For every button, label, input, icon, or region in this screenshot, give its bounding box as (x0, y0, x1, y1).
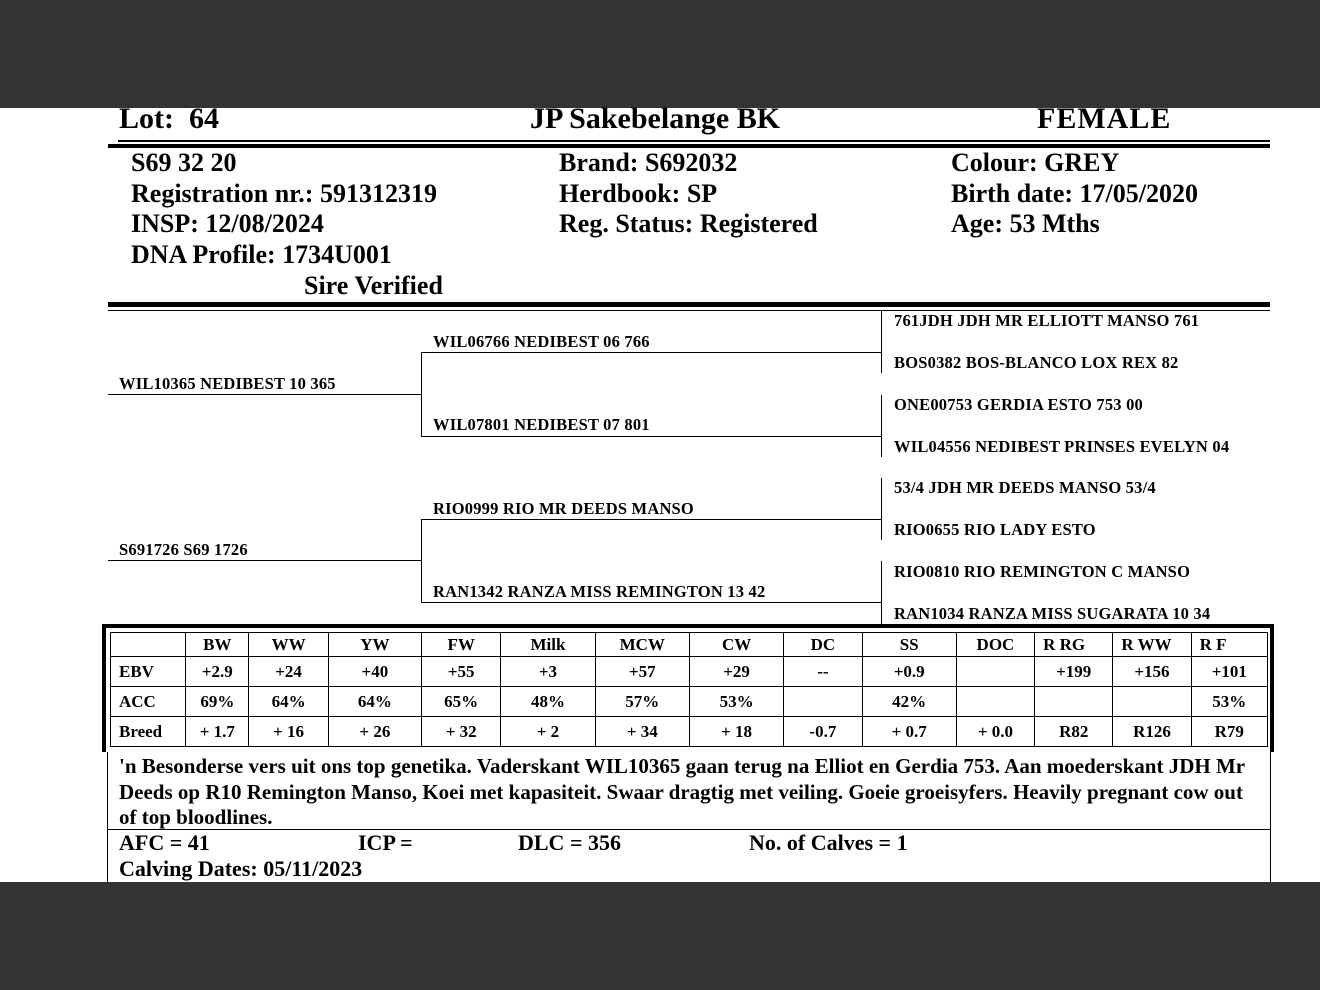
ebv-header-cell: SS (862, 633, 956, 657)
ggp-8: RAN1034 RANZA MISS SUGARATA 10 34 (894, 604, 1211, 623)
number-of-calves: No. of Calves = 1 (749, 830, 908, 855)
comment-text: 'n Besonderse vers uit ons top genetika. Vaderskant WIL10365 gaan terug na Elliot en Gerdia 753. Aan moederskant JDH Mr Deeds op R10 Remington Manso, Koei met kapasiteit. Swaar dragtig met veiling. Goeie groeisyfers. Heavily pregnant cow out of top bloodlines. (119, 754, 1245, 829)
ebv-cell: + 18 (689, 717, 783, 747)
ggp-bracket-2 (881, 395, 882, 457)
dam: S691726 S69 1726 (119, 540, 248, 559)
lot-label (119, 102, 219, 136)
icp: ICP = (358, 830, 413, 855)
ebv-header-cell: CW (689, 633, 783, 657)
info-rule-thick (108, 302, 1270, 307)
ebv-header-cell: YW (328, 633, 421, 657)
dna-profile: DNA Profile: 1734U001 (131, 240, 392, 269)
sire: WIL10365 NEDIBEST 10 365 (119, 374, 336, 393)
dlc: DLC = 356 (518, 830, 621, 855)
afc: AFC = 41 (119, 830, 210, 855)
birth-date: Birth date: 17/05/2020 (951, 179, 1198, 208)
ggp-bracket-3 (881, 478, 882, 540)
ebv-cell: 48% (501, 687, 595, 717)
ebv-header-cell: FW (422, 633, 501, 657)
ebv-cell: + 32 (422, 717, 501, 747)
ebv-cell: + 34 (595, 717, 689, 747)
ggp-6: RIO0655 RIO LADY ESTO (894, 520, 1096, 539)
ebv-header-cell: WW (249, 633, 328, 657)
ebv-cell: +101 (1191, 657, 1267, 687)
ebv-cell (1035, 687, 1113, 717)
ebv-header-cell (111, 633, 186, 657)
ebv-header-cell: R F (1191, 633, 1267, 657)
ggp-7: RIO0810 RIO REMINGTON C MANSO (894, 562, 1191, 581)
sire-dam: WIL07801 NEDIBEST 07 801 (433, 415, 650, 434)
brand: Brand: S692032 (559, 148, 738, 177)
ebv-cell: 53% (689, 687, 783, 717)
ebv-cell: 69% (186, 687, 249, 717)
ggp-3: ONE00753 GERDIA ESTO 753 00 (894, 395, 1143, 414)
ebv-cell: + 0.0 (956, 717, 1034, 747)
sire-bracket (421, 353, 422, 437)
dam-sire-line (421, 519, 881, 520)
ebv-header-cell: Milk (501, 633, 595, 657)
ebv-cell: + 0.7 (862, 717, 956, 747)
registration-number: Registration nr.: 591312319 (131, 179, 437, 208)
ebv-cell: + 1.7 (186, 717, 249, 747)
ebv-cell: R79 (1191, 717, 1267, 747)
ebv-cell: +24 (249, 657, 328, 687)
ebv-header-row (111, 633, 1268, 657)
sire-sire-line (421, 352, 881, 353)
sire-dam-line (421, 436, 881, 437)
reg-status: Reg. Status: Registered (559, 209, 818, 238)
ebv-cell: 57% (595, 687, 689, 717)
ggp-bracket-4 (881, 561, 882, 625)
calving-dates: Calving Dates: 05/11/2023 (119, 856, 363, 881)
ebv-cell: +29 (689, 657, 783, 687)
ebv-row (111, 717, 1268, 747)
ebv-cell: + 26 (328, 717, 421, 747)
header-rule-thin (118, 140, 1270, 142)
ebv-cell: +3 (501, 657, 595, 687)
ebv-cell: R82 (1035, 717, 1113, 747)
ebv-cell: +199 (1035, 657, 1113, 687)
ebv-header-cell: DOC (956, 633, 1034, 657)
ebv-header-cell: MCW (595, 633, 689, 657)
ebv-cell (784, 687, 862, 717)
ggp-4: WIL04556 NEDIBEST PRINSES EVELYN 04 (894, 437, 1230, 456)
ebv-row (111, 687, 1268, 717)
ebv-cell: 53% (1191, 687, 1267, 717)
lot-label-text: Lot: (119, 102, 174, 135)
dam-dam: RAN1342 RANZA MISS REMINGTON 13 42 (433, 582, 766, 601)
ebv-row-label: ACC (111, 687, 186, 717)
ebv-table (110, 632, 1268, 747)
ebv-header-cell: R WW (1113, 633, 1191, 657)
ebv-cell: +2.9 (186, 657, 249, 687)
ggp-1: 761JDH JDH MR ELLIOTT MANSO 761 (894, 311, 1200, 330)
ebv-cell (1113, 687, 1191, 717)
ebv-cell: +0.9 (862, 657, 956, 687)
ebv-cell: -0.7 (784, 717, 862, 747)
dam-bracket (421, 519, 422, 603)
ebv-cell: +57 (595, 657, 689, 687)
colour: Colour: GREY (951, 148, 1120, 177)
lot-number: 64 (189, 102, 219, 135)
sire-line (108, 394, 421, 395)
ebv-cell: + 16 (249, 717, 328, 747)
sex-label: FEMALE (1037, 102, 1172, 135)
ebv-cell (956, 657, 1034, 687)
dam-line (108, 560, 421, 561)
ebv-cell: 64% (328, 687, 421, 717)
ggp-5: 53/4 JDH MR DEEDS MANSO 53/4 (894, 478, 1156, 497)
ebv-cell: +156 (1113, 657, 1191, 687)
lot-sheet (0, 102, 1320, 882)
ggp-bracket-1 (881, 311, 882, 373)
ebv-cell: -- (784, 657, 862, 687)
herdbook: Herdbook: SP (559, 179, 718, 208)
ebv-cell: 64% (249, 687, 328, 717)
sire-verified: Sire Verified (304, 271, 443, 300)
ebv-row-label: EBV (111, 657, 186, 687)
ebv-row-label: Breed (111, 717, 186, 747)
age: Age: 53 Mths (951, 209, 1100, 238)
animal-id: S69 32 20 (131, 148, 237, 177)
ebv-cell (956, 687, 1034, 717)
ebv-header-cell: BW (186, 633, 249, 657)
ebv-cell: 65% (422, 687, 501, 717)
ebv-cell: 42% (862, 687, 956, 717)
ebv-cell: +40 (328, 657, 421, 687)
sire-sire: WIL06766 NEDIBEST 06 766 (433, 332, 650, 351)
breeder-name: JP Sakebelange BK (530, 102, 781, 135)
ebv-row (111, 657, 1268, 687)
ebv-header-cell: DC (784, 633, 862, 657)
dam-sire: RIO0999 RIO MR DEEDS MANSO (433, 499, 694, 518)
ggp-2: BOS0382 BOS-BLANCO LOX REX 82 (894, 353, 1179, 372)
dam-dam-line (421, 602, 881, 603)
ebv-cell: +55 (422, 657, 501, 687)
insp-date: INSP: 12/08/2024 (131, 209, 324, 238)
ebv-header-cell: R RG (1035, 633, 1113, 657)
ebv-cell: + 2 (501, 717, 595, 747)
ebv-cell: R126 (1113, 717, 1191, 747)
